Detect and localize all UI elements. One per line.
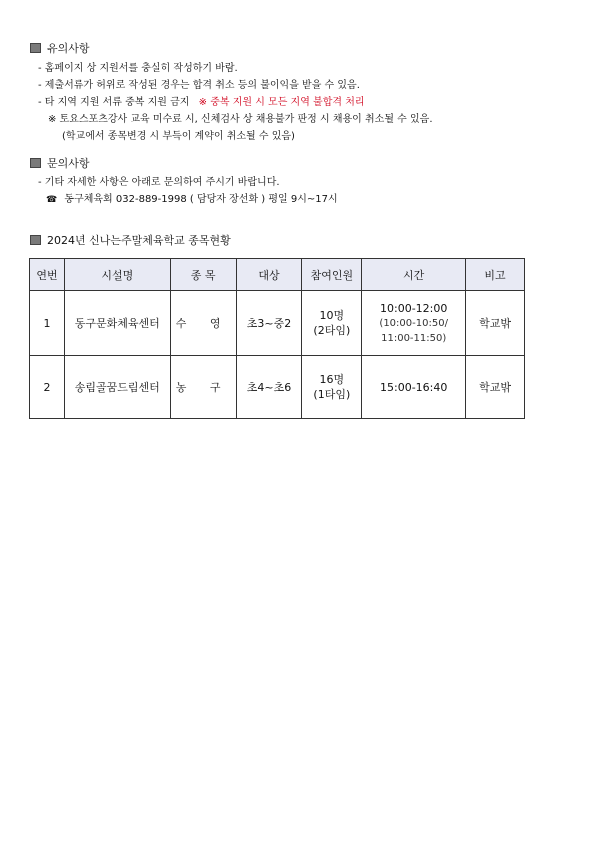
cell-target: 초4~초6 (236, 356, 302, 419)
inquiry-contact-line (46, 190, 338, 205)
cell-time (362, 356, 466, 419)
cell-participants (302, 356, 362, 419)
table-header-row (30, 259, 525, 291)
cell-participants (302, 291, 362, 356)
status-title: 2024년 신나는주말체육학교 종목현황 (47, 234, 231, 247)
cell-facility: 송림골꿈드림센터 (64, 356, 170, 419)
header-no: 연번 (30, 259, 65, 291)
inquiry-section-title (30, 155, 90, 171)
status-section-title (30, 232, 231, 248)
notice-item-2: - 제출서류가 허위로 작성된 경우는 합격 취소 등의 불이익을 받을 수 있음. (38, 80, 360, 91)
participants-count: 16명 (319, 373, 345, 386)
cell-no: 2 (30, 356, 65, 419)
header-target: 대상 (236, 259, 302, 291)
notice-title: 유의사항 (47, 42, 90, 55)
table-row (30, 356, 525, 419)
notice-note-2: (학교에서 종목변경 시 부득이 계약이 취소될 수 있음) (62, 131, 295, 142)
duplicate-warning: ※ 중복 지원 시 모든 지역 불합격 처리 (198, 97, 365, 108)
notice-item-1: - 홈페이지 상 지원서를 충실히 작성하기 바람. (38, 63, 238, 74)
cell-time (362, 291, 466, 356)
header-facility: 시설명 (64, 259, 170, 291)
notice-item-3 (38, 93, 365, 108)
inquiry-item: - 기타 자세한 사항은 아래로 문의하여 주시기 바랍니다. (38, 177, 280, 188)
cell-sport: 농 구 (170, 356, 236, 419)
cell-note: 학교밖 (466, 356, 525, 419)
square-bullet-icon (30, 43, 41, 53)
participants-sessions: (2타임) (313, 324, 351, 337)
header-time: 시간 (362, 259, 466, 291)
notice-section-title (30, 40, 90, 56)
cell-no: 1 (30, 291, 65, 356)
cell-note: 학교밖 (466, 291, 525, 356)
square-bullet-icon (30, 235, 41, 245)
participants-count: 10명 (319, 309, 345, 322)
cell-sport: 수 영 (170, 291, 236, 356)
header-note: 비고 (466, 259, 525, 291)
table-row (30, 291, 525, 356)
phone-icon: ☎ (46, 195, 58, 205)
notice-item-3-text: - 타 지역 지원 서류 중복 지원 금지 (38, 97, 190, 108)
cell-facility: 동구문화체육센터 (64, 291, 170, 356)
time-sub-1: (10:00-10:50/ (379, 317, 448, 329)
time-main: 15:00-16:40 (380, 380, 448, 394)
header-participants: 참여인원 (302, 259, 362, 291)
cell-target: 초3~중2 (236, 291, 302, 356)
program-status-table (29, 258, 525, 419)
time-sub-2: 11:00-11:50) (381, 332, 447, 344)
header-sport: 종 목 (170, 259, 236, 291)
inquiry-title: 문의사항 (47, 157, 90, 170)
time-main: 10:00-12:00 (380, 301, 448, 315)
participants-sessions: (1타임) (313, 388, 351, 401)
square-bullet-icon (30, 158, 41, 168)
notice-note-1: ※ 토요스포츠강사 교육 미수료 시, 신체검사 상 채용불가 판정 시 채용이 취소될 수 있음. (48, 114, 433, 125)
inquiry-contact: 동구체육회 032-889-1998 ( 담당자 장선화 ) 평일 9시~17시 (64, 194, 338, 205)
